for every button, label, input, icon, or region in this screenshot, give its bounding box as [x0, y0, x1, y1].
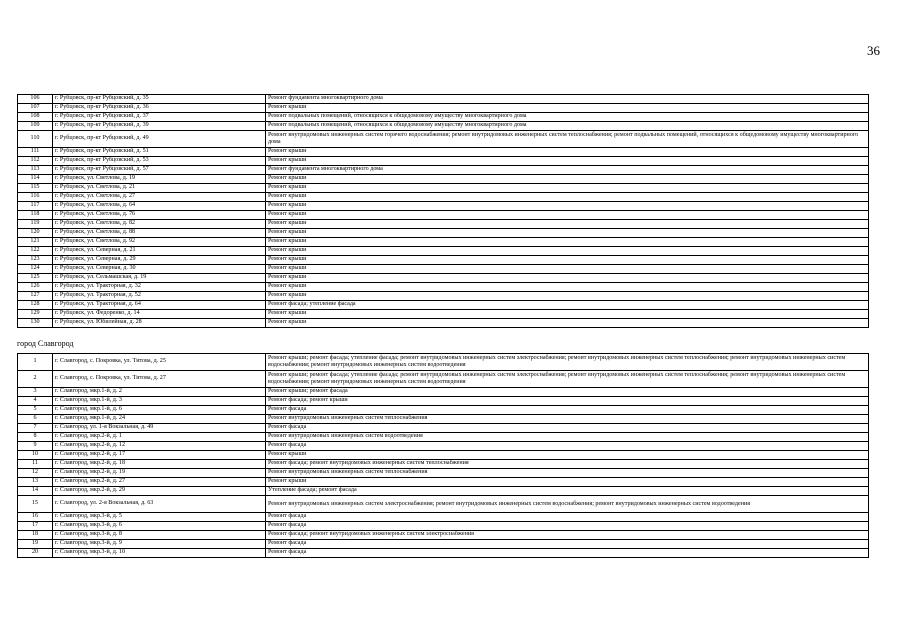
- row-number: 129: [18, 310, 53, 319]
- row-address: г. Славгород, мкр.2-й, д. 27: [53, 478, 266, 487]
- row-address: г. Рубцовск, ул. Светлова, д. 27: [53, 193, 266, 202]
- row-number: 110: [18, 131, 53, 148]
- row-address: г. Рубцовск, пр-кт Рубцовский, д. 39: [53, 122, 266, 131]
- row-address: г. Рубцовск, ул. Сельмашская, д. 19: [53, 274, 266, 283]
- row-number: 130: [18, 319, 53, 328]
- row-address: г. Славгород, мкр.1-й, д. 3: [53, 397, 266, 406]
- row-work-type: Ремонт крыши; ремонт фасада; утепление фасада; ремонт внутридомовых инженерных систем электроснабжения; ремонт внутридомовых инженерных систем теплоснабжения; ремонт внутридомовых инженерных систем водоснабжения; ремонт внутридомовых инженерных систем водоотведения: [266, 371, 869, 388]
- row-address: г. Рубцовск, ул. Светлова, д. 19: [53, 175, 266, 184]
- row-number: 11: [18, 460, 53, 469]
- row-number: 116: [18, 193, 53, 202]
- row-work-type: Ремонт фундамента многоквартирного дома: [266, 95, 869, 104]
- row-number: 10: [18, 451, 53, 460]
- table-row: [18, 175, 869, 184]
- rubtsovsk-table: [17, 94, 869, 328]
- row-address: г. Славгород, мкр.3-й, д. 5: [53, 513, 266, 522]
- row-address: г. Рубцовск, пр-кт Рубцовский, д. 37: [53, 113, 266, 122]
- row-address: г. Рубцовск, ул. Светлова, д. 92: [53, 238, 266, 247]
- row-work-type: Ремонт фасада: [266, 522, 869, 531]
- row-work-type: Ремонт внутридомовых инженерных систем водоотведения: [266, 433, 869, 442]
- table-row: [18, 265, 869, 274]
- rubtsovsk-rows: [18, 95, 869, 328]
- table-row: [18, 433, 869, 442]
- row-work-type: Ремонт крыши: [266, 211, 869, 220]
- row-work-type: Ремонт фасада; ремонт внутридомовых инженерных систем теплоснабжения: [266, 460, 869, 469]
- row-number: 17: [18, 522, 53, 531]
- table-row: [18, 424, 869, 433]
- row-number: 122: [18, 247, 53, 256]
- row-work-type: Ремонт крыши: [266, 247, 869, 256]
- row-address: г. Рубцовск, ул. Северная, д. 29: [53, 256, 266, 265]
- table-row: [18, 388, 869, 397]
- table-row: [18, 522, 869, 531]
- row-number: 115: [18, 184, 53, 193]
- table-row: [18, 104, 869, 113]
- row-work-type: Ремонт фасада; ремонт крыши: [266, 397, 869, 406]
- table-row: [18, 354, 869, 371]
- row-address: г. Рубцовск, ул. Северная, д. 21: [53, 247, 266, 256]
- table-row: [18, 95, 869, 104]
- row-number: 126: [18, 283, 53, 292]
- row-number: 16: [18, 513, 53, 522]
- table-row: [18, 442, 869, 451]
- document-sheet: [17, 94, 869, 558]
- table-row: [18, 292, 869, 301]
- table-row: [18, 478, 869, 487]
- table-row: [18, 113, 869, 122]
- row-work-type: Ремонт крыши: [266, 283, 869, 292]
- table-row: [18, 406, 869, 415]
- table-row: [18, 131, 869, 148]
- row-number: 121: [18, 238, 53, 247]
- table-row: [18, 460, 869, 469]
- table-row: [18, 148, 869, 157]
- row-address: г. Славгород, мкр.2-й, д. 19: [53, 469, 266, 478]
- row-number: 114: [18, 175, 53, 184]
- row-address: г. Славгород, мкр.2-й, д. 17: [53, 451, 266, 460]
- row-address: г. Славгород, мкр.2-й, д. 12: [53, 442, 266, 451]
- table-row: [18, 549, 869, 558]
- row-work-type: Ремонт крыши: [266, 104, 869, 113]
- row-number: 8: [18, 433, 53, 442]
- row-address: г. Рубцовск, ул. Северная, д. 30: [53, 265, 266, 274]
- table-row: [18, 540, 869, 549]
- row-number: 112: [18, 157, 53, 166]
- row-number: 15: [18, 496, 53, 513]
- page-number: 36: [867, 43, 880, 58]
- row-address: г. Рубцовск, пр-кт Рубцовский, д. 36: [53, 104, 266, 113]
- row-work-type: Ремонт крыши: [266, 220, 869, 229]
- row-work-type: Ремонт крыши; ремонт фасада; утепление фасада; ремонт внутридомовых инженерных систем электроснабжения; ремонт внутридомовых инженерных систем теплоснабжения; ремонт внутридомовых инженерных систем водоснабжения; ремонт внутридомовых инженерных систем водоотведения: [266, 354, 869, 371]
- row-work-type: Ремонт фасада; утепление фасада: [266, 301, 869, 310]
- row-number: 119: [18, 220, 53, 229]
- row-address: г. Славгород, с. Покровка, ул. Титова, д. 27: [53, 371, 266, 388]
- slavgorod-rows: [18, 354, 869, 558]
- row-work-type: Ремонт крыши: [266, 310, 869, 319]
- row-number: 7: [18, 424, 53, 433]
- row-number: 4: [18, 397, 53, 406]
- table-row: [18, 531, 869, 540]
- row-number: 12: [18, 469, 53, 478]
- row-number: 125: [18, 274, 53, 283]
- row-work-type: Ремонт крыши: [266, 451, 869, 460]
- row-work-type: Ремонт фасада: [266, 540, 869, 549]
- row-work-type: Ремонт фасада: [266, 424, 869, 433]
- table-row: [18, 122, 869, 131]
- row-number: 6: [18, 415, 53, 424]
- row-number: 13: [18, 478, 53, 487]
- row-work-type: Ремонт крыши: [266, 202, 869, 211]
- row-number: 107: [18, 104, 53, 113]
- row-address: г. Рубцовск, пр-кт Рубцовский, д. 35: [53, 95, 266, 104]
- row-number: 124: [18, 265, 53, 274]
- row-number: 14: [18, 487, 53, 496]
- table-row: [18, 319, 869, 328]
- row-address: г. Рубцовск, пр-кт Рубцовский, д. 51: [53, 148, 266, 157]
- row-address: г. Славгород, мкр.3-й, д. 10: [53, 549, 266, 558]
- table-row: [18, 301, 869, 310]
- row-number: 111: [18, 148, 53, 157]
- row-work-type: Ремонт крыши: [266, 319, 869, 328]
- row-number: 5: [18, 406, 53, 415]
- table-row: [18, 229, 869, 238]
- row-work-type: Ремонт внутридомовых инженерных систем теплоснабжения: [266, 415, 869, 424]
- row-work-type: Ремонт крыши: [266, 148, 869, 157]
- city-heading-slavgorod: город Славгород: [17, 339, 74, 348]
- table-row: [18, 202, 869, 211]
- row-address: г. Рубцовск, ул. Юбилейная, д. 28: [53, 319, 266, 328]
- table-row: [18, 415, 869, 424]
- row-work-type: Ремонт крыши: [266, 274, 869, 283]
- row-address: г. Славгород, мкр.2-й, д. 18: [53, 460, 266, 469]
- table-row: [18, 166, 869, 175]
- row-address: г. Славгород, мкр.1-й, д. 24: [53, 415, 266, 424]
- row-address: г. Рубцовск, ул. Светлова, д. 64: [53, 202, 266, 211]
- table-row: [18, 238, 869, 247]
- row-work-type: Ремонт крыши: [266, 229, 869, 238]
- row-number: 118: [18, 211, 53, 220]
- row-work-type: Ремонт крыши: [266, 265, 869, 274]
- row-address: г. Рубцовск, ул. Светлова, д. 76: [53, 211, 266, 220]
- row-number: 113: [18, 166, 53, 175]
- table-row: [18, 397, 869, 406]
- row-address: г. Рубцовск, ул. Светлова, д. 88: [53, 229, 266, 238]
- row-address: г. Рубцовск, пр-кт Рубцовский, д. 49: [53, 131, 266, 148]
- row-number: 2: [18, 371, 53, 388]
- table-row: [18, 513, 869, 522]
- row-address: г. Славгород, мкр.2-й, д. 1: [53, 433, 266, 442]
- row-number: 117: [18, 202, 53, 211]
- table-row: [18, 220, 869, 229]
- row-number: 18: [18, 531, 53, 540]
- row-work-type: Ремонт крыши: [266, 193, 869, 202]
- table-row: [18, 451, 869, 460]
- row-work-type: Ремонт внутридомовых инженерных систем теплоснабжения: [266, 469, 869, 478]
- row-address: г. Рубцовск, ул. Светлова, д. 82: [53, 220, 266, 229]
- row-work-type: Ремонт крыши: [266, 175, 869, 184]
- row-number: 9: [18, 442, 53, 451]
- row-work-type: Ремонт фасада: [266, 513, 869, 522]
- row-number: 108: [18, 113, 53, 122]
- row-number: 128: [18, 301, 53, 310]
- row-address: г. Славгород, ул. 1-я Вокзальная, д. 49: [53, 424, 266, 433]
- table-row: [18, 157, 869, 166]
- row-work-type: Ремонт крыши: [266, 157, 869, 166]
- row-work-type: Ремонт крыши: [266, 238, 869, 247]
- row-work-type: Ремонт подвальных помещений, относящихся к общедомовому имуществу многоквартирного дома: [266, 122, 869, 131]
- row-work-type: Ремонт крыши: [266, 478, 869, 487]
- row-work-type: Ремонт внутридомовых инженерных систем горячего водоснабжения; ремонт внутридомовых инженерных систем теплоснабжения; ремонт подвальных помещений, относящихся к общедомовому имуществу многоквартирного дома: [266, 131, 869, 148]
- row-work-type: Ремонт фасада; ремонт внутридомовых инженерных систем электроснабжения: [266, 531, 869, 540]
- row-number: 19: [18, 540, 53, 549]
- row-address: г. Славгород, мкр.3-й, д. 6: [53, 522, 266, 531]
- row-work-type: Ремонт крыши; ремонт фасада: [266, 388, 869, 397]
- row-number: 106: [18, 95, 53, 104]
- table-row: [18, 211, 869, 220]
- row-work-type: Ремонт фасада: [266, 406, 869, 415]
- row-address: г. Рубцовск, ул. Федоренко, д. 14: [53, 310, 266, 319]
- row-address: г. Славгород, мкр.1-й, д. 2: [53, 388, 266, 397]
- row-number: 127: [18, 292, 53, 301]
- row-work-type: Ремонт крыши: [266, 184, 869, 193]
- row-work-type: Ремонт фасада: [266, 549, 869, 558]
- table-row: [18, 310, 869, 319]
- table-row: [18, 184, 869, 193]
- table-row: [18, 193, 869, 202]
- row-work-type: Ремонт крыши: [266, 292, 869, 301]
- row-work-type: Утепление фасада; ремонт фасада: [266, 487, 869, 496]
- row-address: г. Славгород, с. Покровка, ул. Титова, д. 25: [53, 354, 266, 371]
- row-number: 120: [18, 229, 53, 238]
- row-address: г. Славгород, мкр.2-й, д. 29: [53, 487, 266, 496]
- table-row: [18, 496, 869, 513]
- slavgorod-table: [17, 353, 869, 558]
- row-address: г. Рубцовск, ул. Тракторная, д. 64: [53, 301, 266, 310]
- table-row: [18, 371, 869, 388]
- row-address: г. Славгород, мкр.3-й, д. 8: [53, 531, 266, 540]
- row-address: г. Рубцовск, ул. Светлова, д. 21: [53, 184, 266, 193]
- row-address: г. Рубцовск, ул. Тракторная, д. 32: [53, 283, 266, 292]
- row-number: 3: [18, 388, 53, 397]
- table-row: [18, 487, 869, 496]
- row-work-type: Ремонт подвальных помещений, относящихся к общедомовому имуществу многоквартирного дома: [266, 113, 869, 122]
- row-work-type: Ремонт крыши: [266, 256, 869, 265]
- table-row: [18, 274, 869, 283]
- row-address: г. Рубцовск, пр-кт Рубцовский, д. 57: [53, 166, 266, 175]
- row-work-type: Ремонт фасада: [266, 442, 869, 451]
- table-row: [18, 469, 869, 478]
- row-address: г. Славгород, мкр.3-й, д. 9: [53, 540, 266, 549]
- row-address: г. Рубцовск, пр-кт Рубцовский, д. 53: [53, 157, 266, 166]
- row-number: 20: [18, 549, 53, 558]
- row-address: г. Славгород, ул. 2-я Вокзальная, д. 63: [53, 496, 266, 513]
- table-row: [18, 283, 869, 292]
- row-address: г. Рубцовск, ул. Тракторная, д. 52: [53, 292, 266, 301]
- row-number: 1: [18, 354, 53, 371]
- row-address: г. Славгород, мкр.1-й, д. 6: [53, 406, 266, 415]
- table-row: [18, 256, 869, 265]
- table-row: [18, 247, 869, 256]
- row-number: 109: [18, 122, 53, 131]
- row-work-type: Ремонт фундамента многоквартирного дома: [266, 166, 869, 175]
- row-work-type: Ремонт внутридомовых инженерных систем электроснабжения; ремонт внутридомовых инженерных систем водоснабжения; ремонт внутридомовых инженерных систем водоотведения: [266, 496, 869, 513]
- row-number: 123: [18, 256, 53, 265]
